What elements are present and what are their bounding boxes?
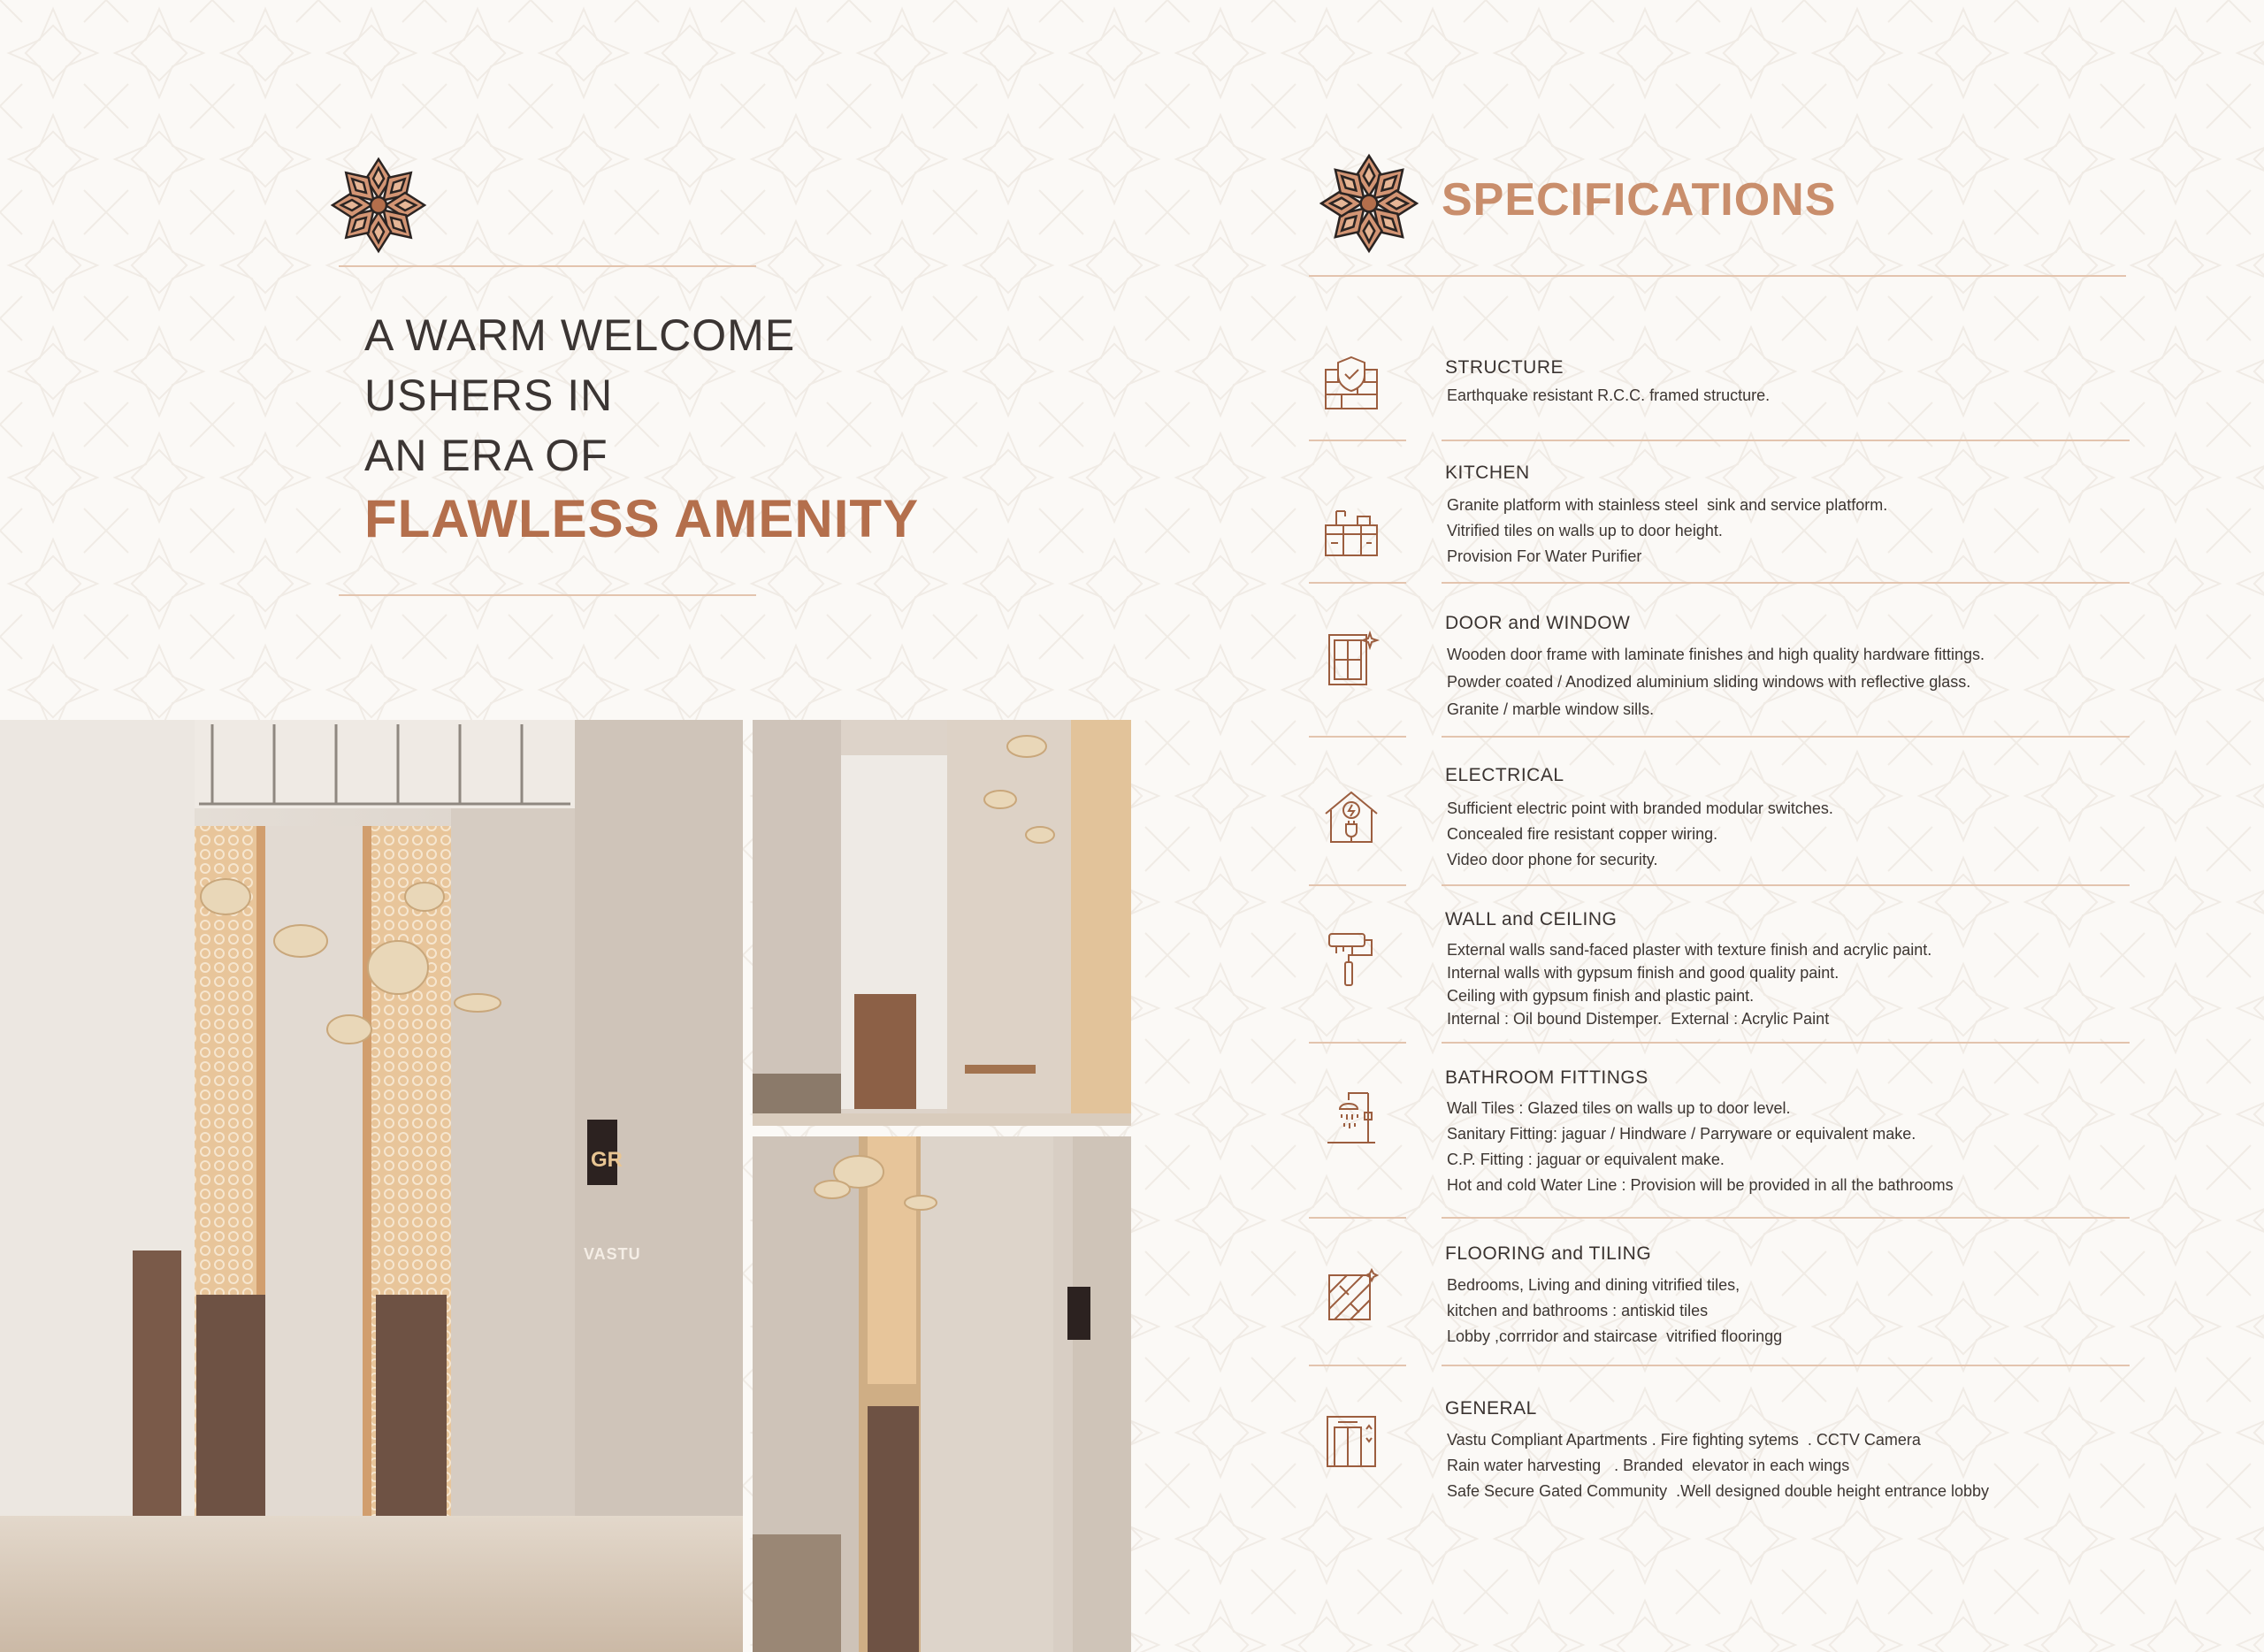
divider	[1309, 582, 1406, 584]
spec-structure-title: STRUCTURE	[1445, 357, 1564, 378]
divider	[1309, 1217, 1406, 1219]
headline-line-1: A WARM WELCOME	[364, 310, 796, 360]
divider	[1442, 736, 2130, 738]
divider	[1442, 1042, 2130, 1044]
spec-electrical-lines: Sufficient electric point with branded modular switches. Concealed fire resistant copper wiring. Video door phone for security.	[1447, 799, 1833, 868]
spec-wall-ceiling-lines: External walls sand-faced plaster with texture finish and acrylic paint. Internal walls with gypsum finish and good quality paint. Ceiling with gypsum finish and plastic paint. Internal : Oil bound Distemper. External : Acrylic Paint	[1447, 941, 1932, 1028]
spec-kitchen-title: KITCHEN	[1445, 463, 1530, 483]
spec-kitchen-lines: Granite platform with stainless steel sink and service platform. Vitrified tiles on walls up to door height. Provision For Water Purifier	[1447, 496, 1888, 565]
divider	[1442, 1217, 2130, 1219]
paint-roller-icon	[1322, 930, 1381, 989]
divider	[1309, 1365, 1406, 1366]
spec-general-title: GENERAL	[1445, 1398, 1537, 1419]
divider	[1442, 440, 2130, 441]
shield-wall-icon	[1322, 354, 1381, 412]
lobby-photo-top-right	[753, 720, 1131, 1126]
spec-general-lines: Vastu Compliant Apartments . Fire fighting sytems . CCTV Camera Rain water harvesting . Branded elevator in each wings Safe Secure Gated Community .Well designed double height entrance lobby	[1447, 1431, 1990, 1500]
divider	[1442, 1365, 2130, 1366]
house-plug-icon	[1322, 787, 1381, 845]
spec-wall-ceiling-title: WALL and CEILING	[1445, 909, 1618, 929]
brand-logo-icon	[329, 156, 428, 255]
spec-flooring-title: FLOORING and TILING	[1445, 1243, 1652, 1264]
divider	[1309, 884, 1406, 886]
spec-door-window-lines: Wooden door frame with laminate finishes and high quality hardware fittings. Powder coated / Anodized aluminium sliding windows with reflective glass. Granite / marble window sills.	[1447, 646, 1985, 718]
lobby-photo-main	[0, 720, 743, 1652]
divider	[1309, 440, 1406, 441]
divider	[1309, 1042, 1406, 1044]
lobby-photo-bottom-right	[753, 1136, 1131, 1652]
signage-logo: GR	[591, 1148, 623, 1172]
kitchen-counter-icon	[1322, 502, 1381, 561]
divider	[1442, 884, 2130, 886]
headline-line-2: USHERS IN	[364, 371, 614, 420]
spec-flooring-lines: Bedrooms, Living and dining vitrified tiles, kitchen and bathrooms : antiskid tiles Lobby ,corrridor and staircase vitrified flooringg	[1447, 1276, 1783, 1345]
specifications-title: SPECIFICATIONS	[1442, 174, 1837, 226]
spec-bathroom-title: BATHROOM FITTINGS	[1445, 1067, 1648, 1088]
spec-electrical-title: ELECTRICAL	[1445, 765, 1564, 785]
spec-door-window-title: DOOR and WINDOW	[1445, 613, 1631, 633]
floor-tiles-icon	[1322, 1266, 1381, 1325]
divider	[1309, 736, 1406, 738]
spec-bathroom-lines: Wall Tiles : Glazed tiles on walls up to door level. Sanitary Fitting: jaguar / Hindware / Parryware or equivalent make. C.P. Fitting : jaguar or equivalent make. Hot and cold Water Line : Provision will be provided in all the bathrooms	[1447, 1099, 1954, 1194]
brand-logo-icon	[1318, 152, 1420, 255]
shower-icon	[1322, 1088, 1381, 1146]
headline-accent: FLAWLESS AMENITY	[364, 489, 920, 548]
window-icon	[1322, 630, 1381, 688]
divider	[339, 594, 756, 596]
signage-text: VASTU	[584, 1245, 641, 1263]
divider	[339, 265, 756, 267]
divider	[1309, 275, 2126, 277]
divider	[1442, 582, 2130, 584]
elevator-icon	[1322, 1411, 1381, 1470]
spec-structure-lines: Earthquake resistant R.C.C. framed structure.	[1447, 386, 1771, 404]
headline-line-3: AN ERA OF	[364, 431, 608, 480]
